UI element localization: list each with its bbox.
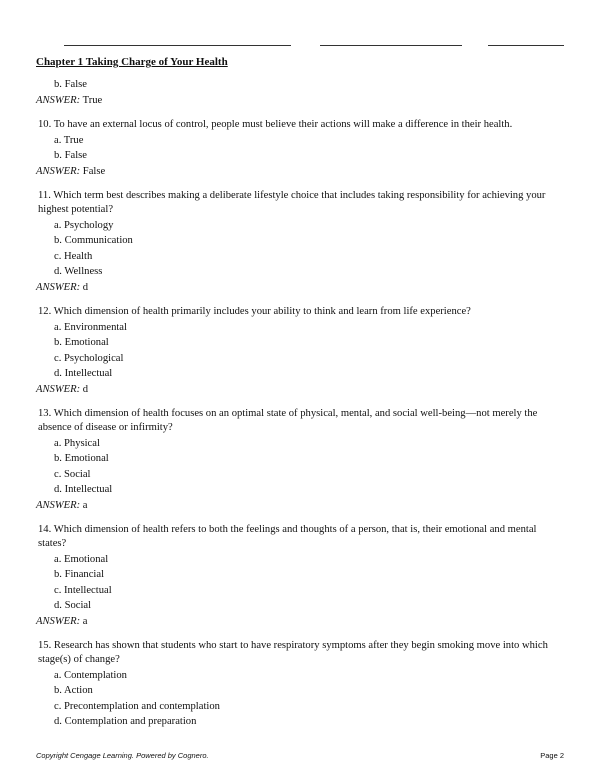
answer-value: d <box>82 383 89 395</box>
question-text: 11. Which term best describes making a deliberate lifestyle choice that includes taking responsibility for achieving your highest potential? <box>38 189 546 215</box>
copyright-text: Copyright Cengage Learning. Powered by Cognero. <box>36 751 209 760</box>
answer-value: a <box>82 615 88 627</box>
name-blank-line <box>64 45 291 46</box>
option: a. Emotional <box>54 553 109 565</box>
option: b. False <box>54 79 87 90</box>
option: b. Financial <box>54 569 105 580</box>
option: c. Health <box>54 250 93 262</box>
question-15 <box>36 639 564 730</box>
option: d. Contemplation and preparation <box>54 716 197 727</box>
question-13 <box>36 407 564 513</box>
question-text: 13. Which dimension of health focuses on an optimal state of physical, mental, and social well-being—not merely the absence of disease or infirmity? <box>38 407 538 433</box>
document-body <box>36 55 564 739</box>
option: c. Social <box>54 468 91 480</box>
question-text: 15. Research has shown that students who start to have respiratory symptoms after they begin smoking move into which stage(s) of change? <box>38 639 548 665</box>
answer-value: True <box>82 94 103 106</box>
option: b. Emotional <box>54 453 109 464</box>
option: d. Social <box>54 600 92 611</box>
answer <box>36 615 564 629</box>
option: a. Physical <box>54 437 100 449</box>
option: b. Communication <box>54 235 133 246</box>
answer-label: ANSWER: <box>36 94 81 106</box>
option: b. Emotional <box>54 337 109 348</box>
answer-label: ANSWER: <box>36 281 81 293</box>
option: c. Psychological <box>54 352 124 364</box>
answer <box>36 499 564 513</box>
question-12 <box>36 305 564 397</box>
page-number: Page 2 <box>540 751 564 760</box>
option: d. Intellectual <box>54 484 113 495</box>
option: c. Intellectual <box>54 584 112 596</box>
chapter-title: Chapter 1 Taking Charge of Your Health <box>36 56 228 68</box>
question-text: 12. Which dimension of health primarily includes your ability to think and learn from life experience? <box>38 305 471 317</box>
question-11 <box>36 189 564 295</box>
question-10 <box>36 118 564 179</box>
question-text: 14. Which dimension of health refers to both the feelings and thoughts of a person, that is, their emotional and mental states? <box>38 523 537 549</box>
answer <box>36 94 564 108</box>
answer <box>36 383 564 397</box>
answer <box>36 281 564 295</box>
class-blank-line <box>320 45 462 46</box>
option: a. Psychology <box>54 219 114 231</box>
option: b. False <box>54 150 87 161</box>
option: c. Precontemplation and contemplation <box>54 700 220 712</box>
answer-label: ANSWER: <box>36 383 81 395</box>
answer-label: ANSWER: <box>36 165 81 177</box>
option: b. Action <box>54 685 93 696</box>
answer-label: ANSWER: <box>36 499 81 511</box>
answer-value: False <box>82 165 106 177</box>
option: d. Intellectual <box>54 368 113 379</box>
date-blank-line <box>488 45 564 46</box>
answer-value: a <box>82 499 88 511</box>
option: a. Contemplation <box>54 669 127 681</box>
question-text: 10. To have an external locus of control, people must believe their actions will make a difference in their health. <box>38 118 513 130</box>
option: a. True <box>54 134 84 146</box>
option: a. Environmental <box>54 321 127 333</box>
answer-value: d <box>82 281 89 293</box>
question-9 <box>36 78 564 108</box>
answer <box>36 165 564 179</box>
answer-label: ANSWER: <box>36 615 81 627</box>
question-14 <box>36 523 564 629</box>
option: d. Wellness <box>54 266 103 277</box>
